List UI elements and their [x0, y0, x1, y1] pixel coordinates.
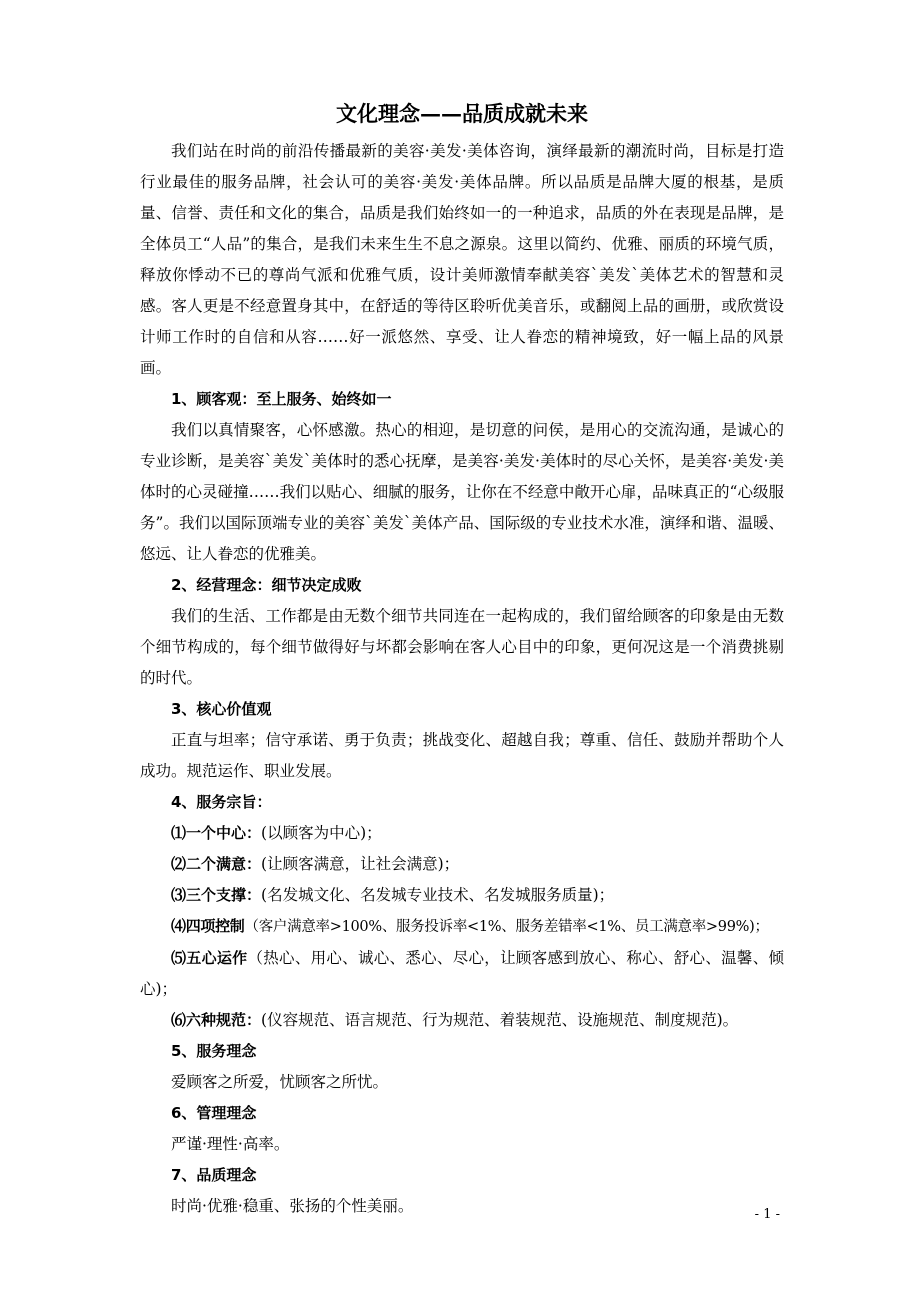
- section-4-heading: 4、服务宗旨：: [171, 793, 272, 811]
- section-7-body: 时尚·优雅·稳重、张扬的个性美丽。: [171, 1197, 414, 1215]
- service-item-6-label: ⑹六种规范：: [171, 1011, 262, 1029]
- service-item-5-label: ⑸五心运作: [171, 949, 248, 967]
- section-6-body: 严谨·理性·高率。: [171, 1135, 290, 1153]
- service-item-2-label: ⑵二个满意：: [171, 855, 262, 873]
- page-number: - 1 -: [754, 1207, 780, 1222]
- service-item-1-label: ⑴一个中心：: [171, 824, 262, 842]
- service-item-3: [140, 880, 784, 911]
- section-2-body: 我们的生活、工作都是由无数个细节共同连在一起构成的，我们留给顾客的印象是由无数个细节构成的，每个细节做得好与坏都会影响在客人心目中的印象，更何况这是一个消费挑剔的时代。: [140, 607, 784, 687]
- section-2-heading: 2、经营理念：细节决定成败: [171, 576, 362, 594]
- service-item-6-text: (仪容规范、语言规范、行为规范、着装规范、设施规范、制度规范)。: [261, 1011, 739, 1029]
- section-3-heading: 3、核心价值观: [171, 700, 272, 718]
- section-6-heading: 6、管理理念: [171, 1104, 257, 1122]
- section-5-heading: 5、服务理念: [171, 1042, 257, 1060]
- service-item-1-text: (以顾客为中心)；: [261, 824, 382, 842]
- section-3-body: 正直与坦率；信守承诺、勇于负责；挑战变化、超越自我；尊重、信任、鼓励并帮助个人成功。规范运作、职业发展。: [140, 731, 784, 780]
- service-item-5: [140, 943, 784, 1005]
- service-item-4: [140, 911, 784, 943]
- service-item-4-text: （客户满意率>100%、服务投诉率<1%、服务差错率<1%、员工满意率>99%)；: [244, 919, 769, 935]
- service-item-2: [140, 849, 784, 880]
- document-content: [140, 96, 784, 1222]
- section-1-body: 我们以真情聚客，心怀感激。热心的相迎，是切意的问侯，是用心的交流沟通，是诚心的专业诊断，是美容`美发`美体时的悉心抚摩，是美容·美发·美体时的尽心关怀，是美容·美发·美体时的心灵碰撞……我们以贴心、细腻的服务，让你在不经意中敞开心扉，品味真正的“心级服务”。我们以国际顶端专业的美容`美发`美体产品、国际级的专业技术水准，演绎和谐、温暖、悠远、让人眷恋的优雅美。: [140, 421, 784, 563]
- service-item-1: [140, 818, 784, 849]
- section-5-body: 爱顾客之所爱，忧顾客之所忧。: [171, 1073, 389, 1091]
- section-7-heading: 7、品质理念: [171, 1166, 257, 1184]
- service-item-3-text: (名发城文化、名发城专业技术、名发城服务质量)；: [261, 886, 615, 904]
- section-1-heading: 1、顾客观：至上服务、始终如一: [171, 390, 392, 408]
- service-item-4-label: ⑷四项控制: [171, 917, 245, 935]
- service-item-2-text: (让顾客满意，让社会满意)；: [261, 855, 460, 873]
- intro-paragraph: 我们站在时尚的前沿传播最新的美容·美发·美体咨询，演绎最新的潮流时尚，目标是打造行业最佳的服务品牌，社会认可的美容·美发·美体品牌。所以品质是品牌大厦的根基，是质量、信誉、责任和文化的集合，品质是我们始终如一的一种追求，品质的外在表现是品牌，是全体员工“人品”的集合，是我们未来生生不息之源泉。这里以简约、优雅、丽质的环境气质，释放你悸动不已的尊尚气派和优雅气质，设计美师激情奉献美容`美发`美体艺术的智慧和灵感。客人更是不经意置身其中，在舒适的等待区聆听优美音乐，或翻阅上品的画册，或欣赏设计师工作时的自信和从容……好一派悠然、享受、让人眷恋的精神境致，好一幅上品的风景画。: [140, 142, 784, 377]
- service-item-3-label: ⑶三个支撑：: [171, 886, 262, 904]
- service-item-5-text: （热心、用心、诚心、悉心、尽心，让顾客感到放心、称心、舒心、温馨、倾心)；: [140, 949, 784, 998]
- service-item-6: [140, 1005, 784, 1036]
- document-title: 文化理念——品质成就未来: [336, 101, 588, 126]
